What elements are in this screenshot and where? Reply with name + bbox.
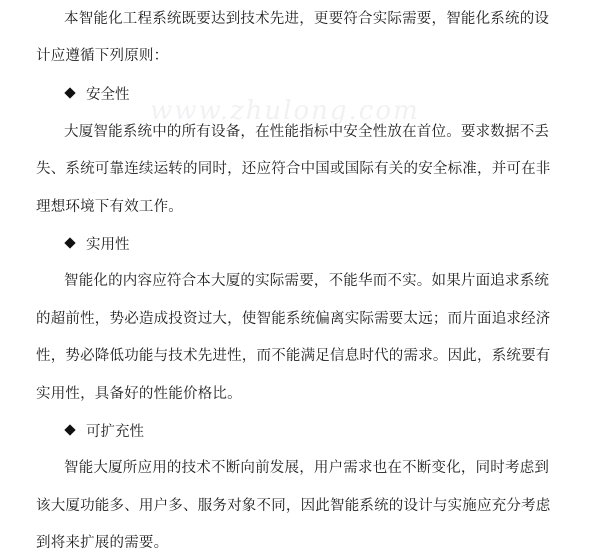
scalability-line-1: 智能大厦所应用的技术不断向前发展，用户需求也在不断变化，同时考虑到: [64, 460, 550, 476]
scalability-line-3: 到将来扩展的需要。: [36, 535, 169, 551]
intro-line-2: 计应遵循下列原则：: [36, 48, 169, 64]
diamond-bullet-icon: [64, 87, 75, 98]
safety-line-3: 理想环境下有效工作。: [36, 199, 183, 215]
safety-line-2: 失、系统可靠连续运转的同时，还应符合中国或国际有关的安全标准，并可在非: [36, 161, 551, 177]
section-heading-safety: [66, 85, 601, 105]
scalability-line-2: 该大厦功能多、用户多、服务对象不同，因此智能系统的设计与实施应充分考虑: [36, 498, 551, 514]
section-heading-label: 可扩充性: [86, 424, 144, 440]
watermark: www.zhulong.com: [150, 96, 420, 126]
diamond-bullet-icon: [64, 424, 75, 435]
practicality-line-3: 性，势必降低功能与技术先进性，而不能满足信息时代的需求。因此，系统要有: [36, 348, 551, 364]
safety-line-1: 大厦智能系统中的所有设备，在性能指标中安全性放在首位。要求数据不丢: [64, 124, 550, 140]
diamond-bullet-icon: [64, 237, 75, 248]
practicality-line-4: 实用性，具备好的性能价格比。: [36, 386, 242, 402]
section-heading-scalability: [66, 422, 601, 442]
section-heading-practicality: [66, 235, 601, 255]
practicality-line-2: 的超前性，势必造成投资过大，使智能系统偏离实际需要太远；而片面追求经济: [36, 311, 551, 327]
section-heading-label: 实用性: [86, 237, 130, 253]
practicality-line-1: 智能化的内容应符合本大厦的实际需要，不能华而不实。如果片面追求系统: [64, 273, 550, 289]
intro-line-1: 本智能化工程系统既要达到技术先进，更要符合实际需要，智能化系统的设: [64, 11, 550, 27]
section-heading-label: 安全性: [86, 87, 130, 103]
